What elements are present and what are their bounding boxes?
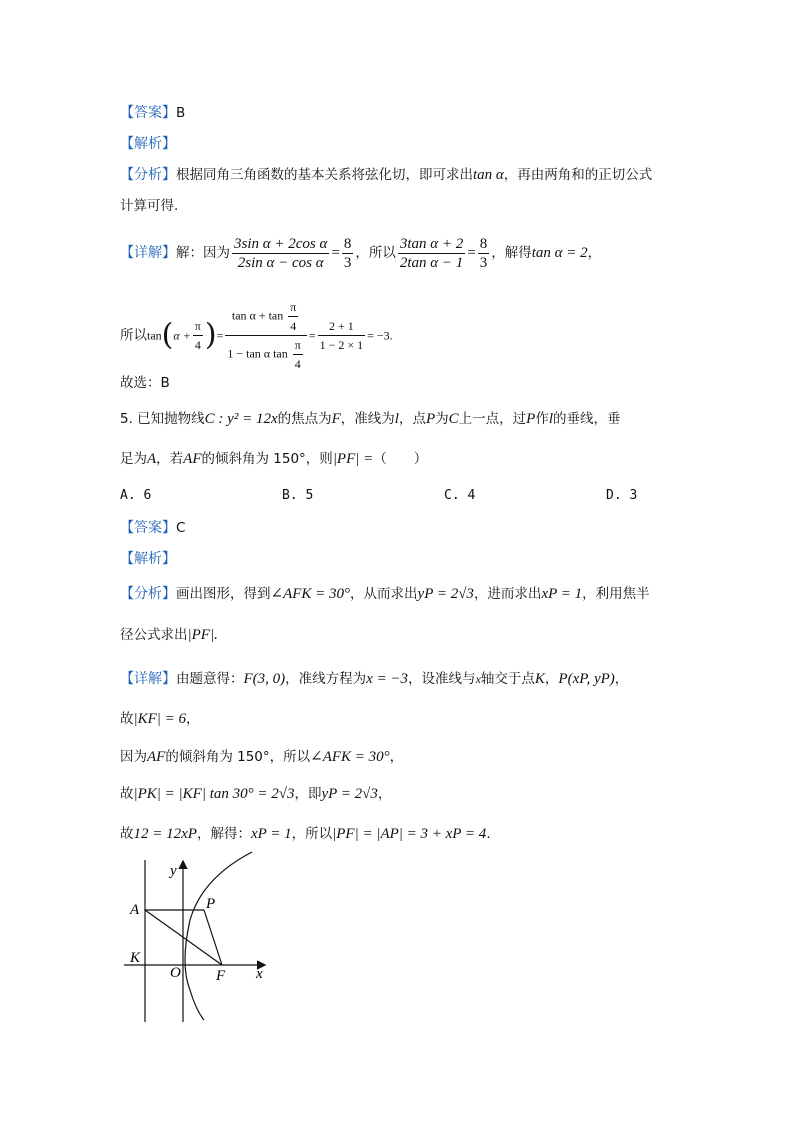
paren-open: ( (161, 317, 174, 353)
fraction-pi-4 (288, 298, 298, 335)
math-alpha-plus: α + (173, 328, 191, 343)
math-F: F (331, 411, 341, 427)
q4-fenxi-line1 (120, 165, 652, 185)
text: ， (377, 786, 392, 802)
text: ， (389, 749, 404, 765)
q5-options (120, 488, 660, 508)
eq: = (467, 245, 476, 261)
parabola-curve (185, 852, 252, 1020)
fraction-tan-sum (225, 298, 306, 373)
text: 所以 (120, 327, 147, 344)
text: ，准线为 (340, 411, 395, 427)
math-pk: |PK| = |KF| tan 30° = 2√3 (133, 786, 295, 802)
answer-blank: （ ） (373, 451, 428, 467)
fraction-8-3 (342, 235, 354, 272)
math-PF-abs: |PF| = (332, 451, 374, 467)
option-c[interactable]: C. 4 (444, 488, 476, 503)
frac-num-text: tan α + tan (231, 308, 284, 323)
text: 足为 (120, 451, 147, 467)
xiangjie-tag: 【详解】 (120, 245, 176, 261)
math-AF: AF (147, 749, 166, 765)
eq: = (308, 328, 316, 343)
fenxi-text: ，再由两角和的正切公式 (503, 167, 653, 183)
text: 为 (435, 411, 449, 427)
q5-analysis-line (120, 549, 176, 569)
analysis-tag: 【解析】 (120, 136, 176, 152)
frac-den: 4 (294, 357, 301, 371)
frac-num: 8 (479, 235, 488, 252)
text: 的倾斜角为 150°，则 (201, 451, 333, 467)
text: ，利用焦半 (582, 586, 650, 602)
frac-den: 3 (343, 254, 352, 271)
math-tan-alpha: tan α (473, 167, 504, 183)
label-y: y (170, 863, 177, 879)
q4-choice-line (120, 373, 170, 393)
text: 解：因为 (176, 245, 230, 261)
math-C: C (448, 411, 459, 427)
q5-stem-line2 (120, 449, 427, 469)
frac-num: π (293, 336, 303, 355)
fraction-sin-cos (232, 235, 329, 272)
choice-text: 故选：B (120, 375, 170, 391)
math-tan: tan (147, 328, 162, 343)
text: 的垂线，垂 (552, 411, 621, 427)
fenxi-text: 计算可得. (120, 198, 179, 214)
math-eq: 12 = 12xP (133, 826, 197, 842)
segment-pf (204, 910, 222, 965)
fenxi-text: 根据同角三角函数的基本关系将弦化切，即可求出 (176, 167, 473, 183)
q4-xiangjie-line2 (120, 298, 393, 373)
q5-fenxi-line1 (120, 584, 650, 604)
q5-answer-line (120, 518, 185, 538)
q5-pk-line (120, 784, 391, 804)
math-yp: yP = 2√3 (321, 786, 378, 802)
option-d[interactable]: D. 3 (606, 488, 638, 503)
label-p: P (206, 896, 216, 912)
text: ，解得 (491, 245, 532, 261)
frac-num: 3sin α + 2cos α (234, 235, 328, 252)
q5-stem-line1 (120, 409, 620, 429)
math-P: P (526, 411, 536, 427)
parabola-figure (118, 850, 288, 1025)
text: ，解得： (196, 826, 251, 842)
fenxi-tag: 【分析】 (120, 167, 176, 183)
text: ，若 (156, 451, 184, 467)
text: 轴交于点 (480, 671, 535, 687)
math-xp: xP = 1 (541, 586, 583, 602)
math-p-coords: P(xP, yP) (558, 671, 615, 687)
q4-fenxi-line2 (120, 196, 178, 216)
q4-answer-line (120, 103, 185, 123)
math-parabola: C : y² = 12x (204, 411, 278, 427)
frac-num: 3tan α + 2 (399, 235, 464, 252)
frac-den-text: 1 − tan α tan (227, 346, 288, 361)
label-o: O (170, 965, 181, 981)
text: ， (587, 245, 602, 261)
frac-den: 4 (194, 338, 201, 352)
q5-xiangjie-line1 (120, 669, 628, 689)
math-pf-result: |PF| = |AP| = 3 + xP = 4 (332, 826, 487, 842)
text: 由题意得： (176, 671, 244, 687)
text: ，所以 (291, 826, 333, 842)
q5-final-line (120, 824, 491, 844)
math-xp: xP = 1 (250, 826, 292, 842)
math-AF: AF (183, 451, 202, 467)
text: ，进而求出 (473, 586, 542, 602)
label-a: A (130, 902, 140, 918)
fraction-pi-4 (193, 317, 203, 354)
frac-den: 3 (479, 254, 488, 271)
fraction-numeric (318, 317, 366, 354)
eq: = (216, 328, 224, 343)
label-f: F (216, 968, 226, 984)
frac-num: 8 (343, 235, 352, 252)
math-pf-abs: |PF|. (187, 627, 218, 643)
math-angle: ∠AFK = 30° (270, 586, 351, 602)
text: ，即 (294, 786, 322, 802)
math-l: l (394, 411, 399, 427)
answer-tag: 【答案】 (120, 520, 176, 536)
text: 5. 已知抛物线 (120, 411, 205, 427)
fraction-8-3 (478, 235, 490, 272)
text: ，点 (398, 411, 426, 427)
analysis-tag: 【解析】 (120, 551, 176, 567)
answer-tag: 【答案】 (120, 105, 176, 121)
label-k: K (130, 950, 141, 966)
text: 故 (120, 786, 134, 802)
text: 画出图形，得到 (176, 586, 271, 602)
math-K: K (534, 671, 545, 687)
text: . (486, 826, 491, 842)
text: 故 (120, 826, 134, 842)
frac-den (225, 336, 306, 373)
text: ，所以 (355, 245, 396, 261)
q4-xiangjie-line1 (120, 234, 601, 272)
math-f-coords: F(3, 0) (243, 671, 286, 687)
frac-den: 2tan α − 1 (399, 254, 464, 271)
fenxi-tag: 【分析】 (120, 586, 176, 602)
text: ，准线方程为 (285, 671, 367, 687)
fraction-pi-4 (293, 336, 303, 373)
math-P: P (425, 411, 436, 427)
answer-value: B (176, 105, 186, 121)
math-result: = −3. (367, 328, 393, 343)
frac-den: 4 (290, 319, 297, 333)
frac-num: π (193, 317, 203, 336)
eq: = (331, 245, 340, 261)
label-x: x (256, 966, 263, 982)
text: ，从而求出 (350, 586, 418, 602)
option-b[interactable]: B. 5 (282, 488, 314, 503)
math-yp: yP = 2√3 (417, 586, 474, 602)
text: ， (544, 671, 559, 687)
frac-den: 2sin α − cos α (237, 254, 324, 271)
text: 因为 (120, 749, 147, 765)
text: ，设准线与 (408, 671, 476, 687)
math-kf: |KF| = 6 (133, 711, 187, 727)
frac-num: 2 + 1 (318, 317, 366, 336)
math-result: tan α = 2 (531, 245, 588, 261)
fraction-tan (398, 235, 465, 272)
text: 故 (120, 711, 134, 727)
q5-because-line (120, 747, 403, 767)
text: 上一点，过 (458, 411, 527, 427)
text: ， (614, 671, 629, 687)
math-angle: ∠AFK = 30° (310, 749, 390, 765)
option-a[interactable]: A. 6 (120, 488, 152, 503)
text: 的倾斜角为 150°，所以 (165, 749, 311, 765)
xiangjie-tag: 【详解】 (120, 671, 176, 687)
frac-den: 1 − 2 × 1 (319, 338, 364, 352)
math-x: x (475, 672, 481, 686)
text: ， (186, 711, 200, 727)
math-A: A (147, 451, 157, 467)
frac-num: π (288, 298, 298, 317)
q4-analysis-line (120, 134, 176, 154)
q5-kf-line (120, 709, 200, 729)
math-directrix: x = −3 (366, 671, 409, 687)
text: 径公式求出 (120, 627, 188, 643)
math-l: l (548, 411, 553, 427)
text: 作 (535, 411, 549, 427)
text: 的焦点为 (277, 411, 332, 427)
frac-num (225, 298, 306, 336)
paren-close: ) (204, 317, 217, 353)
q5-fenxi-line2 (120, 625, 218, 645)
answer-value: C (176, 520, 186, 536)
